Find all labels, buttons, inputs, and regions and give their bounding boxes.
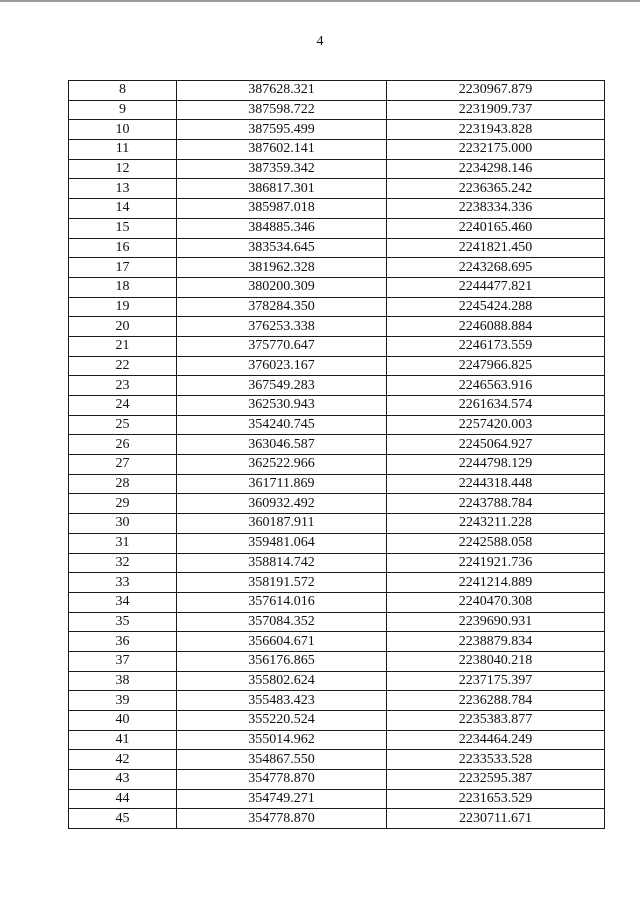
- y-coordinate-cell: 2246563.916: [387, 376, 605, 396]
- table-row: [69, 258, 605, 278]
- y-coordinate-cell: 2234298.146: [387, 159, 605, 179]
- point-number-cell: 41: [69, 730, 177, 750]
- y-coordinate-cell: 2241214.889: [387, 573, 605, 593]
- y-coordinate-cell: 2236365.242: [387, 179, 605, 199]
- table-row: [69, 455, 605, 475]
- point-number-cell: 38: [69, 671, 177, 691]
- table-row: [69, 159, 605, 179]
- y-coordinate-cell: 2243211.228: [387, 514, 605, 534]
- table-row: [69, 415, 605, 435]
- y-coordinate-cell: 2238879.834: [387, 632, 605, 652]
- table-row: [69, 592, 605, 612]
- table-row: [69, 199, 605, 219]
- table-row: [69, 671, 605, 691]
- point-number-cell: 8: [69, 81, 177, 101]
- point-number-cell: 25: [69, 415, 177, 435]
- y-coordinate-cell: 2244318.448: [387, 474, 605, 494]
- point-number-cell: 31: [69, 533, 177, 553]
- x-coordinate-cell: 385987.018: [177, 199, 387, 219]
- table-row: [69, 376, 605, 396]
- x-coordinate-cell: 354240.745: [177, 415, 387, 435]
- table-row: [69, 809, 605, 829]
- table-row: [69, 356, 605, 376]
- x-coordinate-cell: 387598.722: [177, 100, 387, 120]
- y-coordinate-cell: 2240470.308: [387, 592, 605, 612]
- y-coordinate-cell: 2261634.574: [387, 396, 605, 416]
- point-number-cell: 26: [69, 435, 177, 455]
- y-coordinate-cell: 2240165.460: [387, 218, 605, 238]
- x-coordinate-cell: 384885.346: [177, 218, 387, 238]
- table-row: [69, 179, 605, 199]
- point-number-cell: 39: [69, 691, 177, 711]
- point-number-cell: 36: [69, 632, 177, 652]
- point-number-cell: 27: [69, 455, 177, 475]
- table-row: [69, 100, 605, 120]
- y-coordinate-cell: 2232595.387: [387, 770, 605, 790]
- y-coordinate-cell: 2241821.450: [387, 238, 605, 258]
- point-number-cell: 42: [69, 750, 177, 770]
- table-row: [69, 494, 605, 514]
- x-coordinate-cell: 378284.350: [177, 297, 387, 317]
- point-number-cell: 30: [69, 514, 177, 534]
- point-number-cell: 22: [69, 356, 177, 376]
- point-number-cell: 35: [69, 612, 177, 632]
- x-coordinate-cell: 355483.423: [177, 691, 387, 711]
- table-row: [69, 474, 605, 494]
- point-number-cell: 16: [69, 238, 177, 258]
- x-coordinate-cell: 360932.492: [177, 494, 387, 514]
- table-row: [69, 396, 605, 416]
- y-coordinate-cell: 2243788.784: [387, 494, 605, 514]
- y-coordinate-cell: 2239690.931: [387, 612, 605, 632]
- table-row: [69, 691, 605, 711]
- point-number-cell: 13: [69, 179, 177, 199]
- x-coordinate-cell: 355802.624: [177, 671, 387, 691]
- coordinates-table: [68, 80, 605, 829]
- y-coordinate-cell: 2231653.529: [387, 789, 605, 809]
- point-number-cell: 10: [69, 120, 177, 140]
- x-coordinate-cell: 387359.342: [177, 159, 387, 179]
- table-row: [69, 218, 605, 238]
- table-row: [69, 140, 605, 160]
- y-coordinate-cell: 2232175.000: [387, 140, 605, 160]
- point-number-cell: 23: [69, 376, 177, 396]
- x-coordinate-cell: 356604.671: [177, 632, 387, 652]
- table-row: [69, 789, 605, 809]
- x-coordinate-cell: 376253.338: [177, 317, 387, 337]
- point-number-cell: 43: [69, 770, 177, 790]
- table-row: [69, 750, 605, 770]
- x-coordinate-cell: 363046.587: [177, 435, 387, 455]
- y-coordinate-cell: 2247966.825: [387, 356, 605, 376]
- x-coordinate-cell: 367549.283: [177, 376, 387, 396]
- point-number-cell: 11: [69, 140, 177, 160]
- top-rule: [0, 0, 640, 2]
- x-coordinate-cell: 355220.524: [177, 711, 387, 731]
- table-row: [69, 651, 605, 671]
- y-coordinate-cell: 2238040.218: [387, 651, 605, 671]
- x-coordinate-cell: 387628.321: [177, 81, 387, 101]
- table-row: [69, 730, 605, 750]
- x-coordinate-cell: 375770.647: [177, 336, 387, 356]
- point-number-cell: 18: [69, 277, 177, 297]
- point-number-cell: 40: [69, 711, 177, 731]
- y-coordinate-cell: 2245424.288: [387, 297, 605, 317]
- x-coordinate-cell: 362522.966: [177, 455, 387, 475]
- x-coordinate-cell: 356176.865: [177, 651, 387, 671]
- x-coordinate-cell: 354867.550: [177, 750, 387, 770]
- x-coordinate-cell: 383534.645: [177, 238, 387, 258]
- table-row: [69, 711, 605, 731]
- table-row: [69, 317, 605, 337]
- table-row: [69, 435, 605, 455]
- y-coordinate-cell: 2243268.695: [387, 258, 605, 278]
- x-coordinate-cell: 362530.943: [177, 396, 387, 416]
- point-number-cell: 33: [69, 573, 177, 593]
- x-coordinate-cell: 380200.309: [177, 277, 387, 297]
- y-coordinate-cell: 2235383.877: [387, 711, 605, 731]
- point-number-cell: 29: [69, 494, 177, 514]
- point-number-cell: 24: [69, 396, 177, 416]
- point-number-cell: 14: [69, 199, 177, 219]
- table-row: [69, 120, 605, 140]
- y-coordinate-cell: 2244477.821: [387, 277, 605, 297]
- point-number-cell: 19: [69, 297, 177, 317]
- y-coordinate-cell: 2230711.671: [387, 809, 605, 829]
- point-number-cell: 44: [69, 789, 177, 809]
- point-number-cell: 37: [69, 651, 177, 671]
- y-coordinate-cell: 2237175.397: [387, 671, 605, 691]
- y-coordinate-cell: 2231943.828: [387, 120, 605, 140]
- point-number-cell: 21: [69, 336, 177, 356]
- x-coordinate-cell: 360187.911: [177, 514, 387, 534]
- table-row: [69, 297, 605, 317]
- y-coordinate-cell: 2230967.879: [387, 81, 605, 101]
- table-row: [69, 81, 605, 101]
- table-row: [69, 573, 605, 593]
- point-number-cell: 32: [69, 553, 177, 573]
- y-coordinate-cell: 2242588.058: [387, 533, 605, 553]
- table-row: [69, 336, 605, 356]
- table-row: [69, 612, 605, 632]
- y-coordinate-cell: 2233533.528: [387, 750, 605, 770]
- y-coordinate-cell: 2245064.927: [387, 435, 605, 455]
- y-coordinate-cell: 2257420.003: [387, 415, 605, 435]
- point-number-cell: 17: [69, 258, 177, 278]
- x-coordinate-cell: 357614.016: [177, 592, 387, 612]
- x-coordinate-cell: 358814.742: [177, 553, 387, 573]
- point-number-cell: 12: [69, 159, 177, 179]
- x-coordinate-cell: 354749.271: [177, 789, 387, 809]
- point-number-cell: 15: [69, 218, 177, 238]
- y-coordinate-cell: 2241921.736: [387, 553, 605, 573]
- x-coordinate-cell: 359481.064: [177, 533, 387, 553]
- table-row: [69, 770, 605, 790]
- x-coordinate-cell: 361711.869: [177, 474, 387, 494]
- page-number: 4: [316, 34, 324, 49]
- point-number-cell: 34: [69, 592, 177, 612]
- x-coordinate-cell: 357084.352: [177, 612, 387, 632]
- y-coordinate-cell: 2246173.559: [387, 336, 605, 356]
- y-coordinate-cell: 2244798.129: [387, 455, 605, 475]
- y-coordinate-cell: 2231909.737: [387, 100, 605, 120]
- point-number-cell: 20: [69, 317, 177, 337]
- y-coordinate-cell: 2246088.884: [387, 317, 605, 337]
- x-coordinate-cell: 354778.870: [177, 770, 387, 790]
- y-coordinate-cell: 2234464.249: [387, 730, 605, 750]
- x-coordinate-cell: 355014.962: [177, 730, 387, 750]
- x-coordinate-cell: 358191.572: [177, 573, 387, 593]
- point-number-cell: 9: [69, 100, 177, 120]
- point-number-cell: 45: [69, 809, 177, 829]
- table-row: [69, 632, 605, 652]
- table-row: [69, 238, 605, 258]
- coordinates-table-body: [69, 81, 605, 829]
- table-row: [69, 514, 605, 534]
- y-coordinate-cell: 2238334.336: [387, 199, 605, 219]
- y-coordinate-cell: 2236288.784: [387, 691, 605, 711]
- table-row: [69, 277, 605, 297]
- table-row: [69, 533, 605, 553]
- x-coordinate-cell: 387595.499: [177, 120, 387, 140]
- x-coordinate-cell: 376023.167: [177, 356, 387, 376]
- table-row: [69, 553, 605, 573]
- x-coordinate-cell: 354778.870: [177, 809, 387, 829]
- x-coordinate-cell: 387602.141: [177, 140, 387, 160]
- x-coordinate-cell: 386817.301: [177, 179, 387, 199]
- point-number-cell: 28: [69, 474, 177, 494]
- x-coordinate-cell: 381962.328: [177, 258, 387, 278]
